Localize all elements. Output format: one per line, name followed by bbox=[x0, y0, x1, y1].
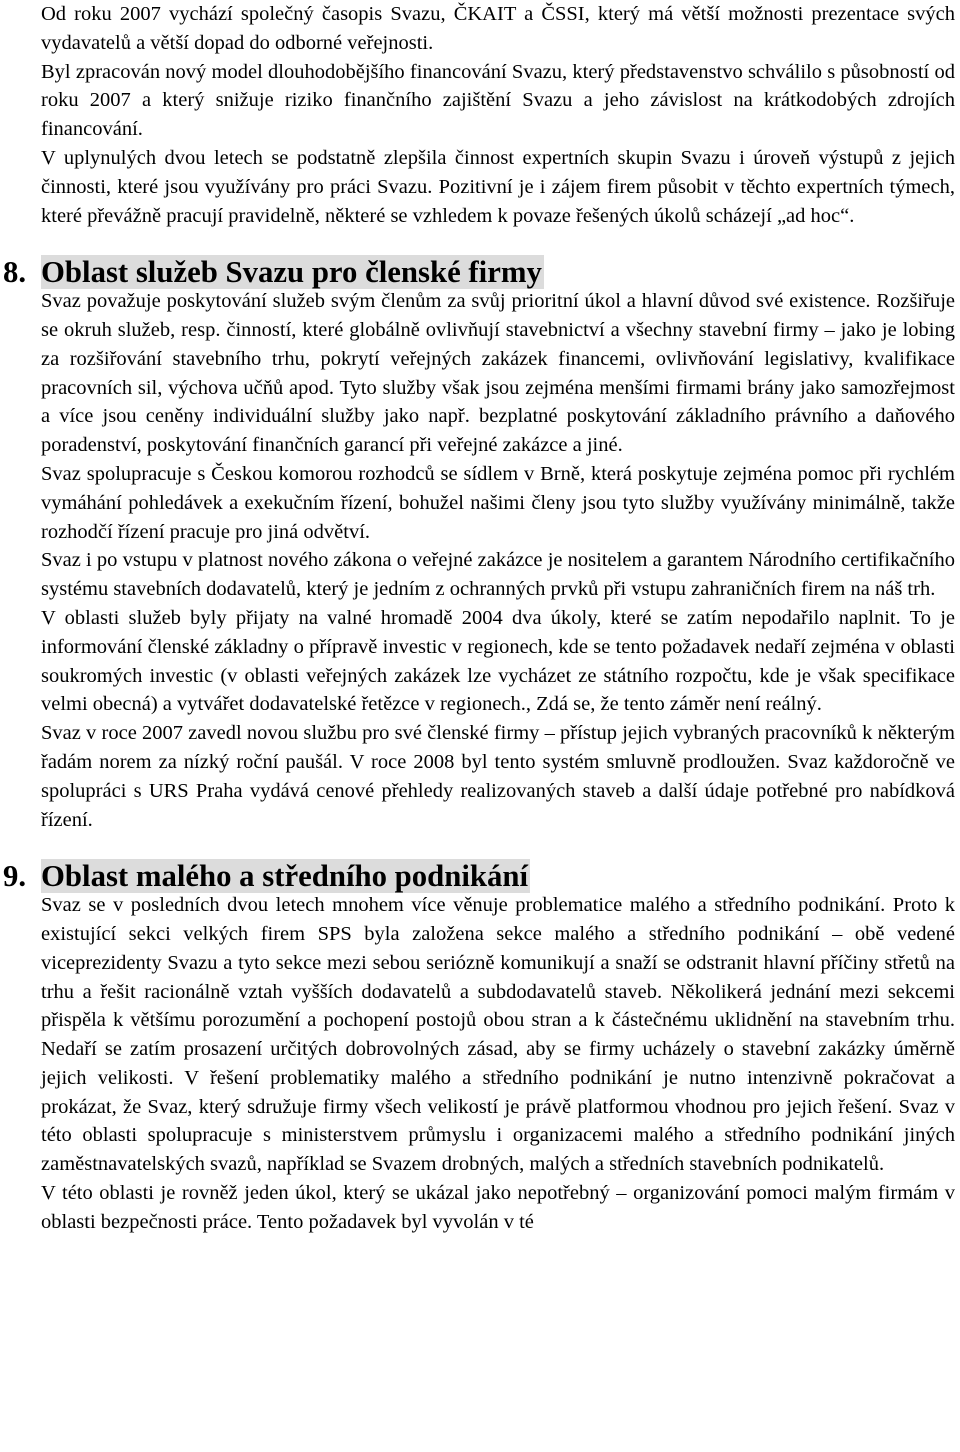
paragraph: V oblasti služeb byly přijaty na valné hromadě 2004 dva úkoly, které se zatím nepodařilo naplnit. To je informování členské základny o přípravě investic v regionech, kde se tento požadavek nedaří zejména v oblasti soukromých investic (v oblasti veřejných zakázek lze vycházet ze státního rozpočtu, kde je však specifikace velmi obecná) a vytvářet dodavatelské řetězce v regionech., Zdá se, že tento záměr není reálný. bbox=[41, 606, 955, 716]
section-8-heading bbox=[0, 255, 960, 290]
paragraph: Svaz i po vstupu v platnost nového zákona o veřejné zakázce je nositelem a garantem Národního certifikačního systému stavebních dodavatelů, který je jedním z ochranných prvků při vstupu zahraničních firem na náš trh. bbox=[41, 549, 955, 601]
section-9-heading bbox=[0, 859, 960, 894]
section-8-body bbox=[0, 287, 960, 834]
paragraph: Svaz považuje poskytování služeb svým členům za svůj prioritní úkol a hlavní důvod své existence. Rozšiřuje se okruh služeb, resp. činností, které globálně ovlivňují stavebnictví a všechny stavební firmy – jako je lobing za rozšiřování stavebního trhu, pokrytí veřejných zakázek financemi, ovlivňování legislativy, kvalifikace pracovních sil, výchova učňů apod. Tyto služby však jsou zejména menšími firmami brány jako samozřejmost a více jsou ceněny individuální služby jako např. bezplatné poskytování základního právního a daňového poradenství, poskytování finančních garancí při veřejné zakázce a jiné. bbox=[41, 290, 955, 457]
paragraph: Byl zpracován nový model dlouhodobějšího financování Svazu, který představenstvo schválilo s působností od roku 2007 a který snižuje riziko finančního zajištění Svazu a jeho závislost na krátkodobých zdrojích financování. bbox=[41, 60, 955, 141]
section-number: 8. bbox=[3, 255, 27, 290]
paragraph: Svaz se v posledních dvou letech mnohem více věnuje problematice malého a středního podnikání. Proto k existující sekci velkých firem SPS byla založena sekce malého a středního podnikání – obě vedené viceprezidenty Svazu a tyto sekce mezi sebou seriózně komunikují a snaží se odstranit hlavní příčiny střetů na trhu a řešit racionálně vztah vyšších dodavatelů a subdodavatelů staveb. Několikerá jednání mezi sekcemi přispěla k většímu porozumění a pochopení postojů obou stran a k částečnému uklidnění na stavebním trhu. Nedaří se zatím prosazení určitých dobrovolných zásad, aby se firmy ucházely o stavební zakázky úměrně jejich velikosti. V řešení problematiky malého a středního podnikání je nutno intenzivně pokračovat a prokázat, že Svaz, který sdružuje firmy všech velikostí je právě platformou vhodnou pro jejich řešení. Svaz v této oblasti spolupracuje s ministerstvem průmyslu i organizacemi malého a středního podnikání jiných zaměstnavatelských svazů, například se Svazem drobných, malých a středních stavebních podnikatelů. bbox=[41, 894, 955, 1176]
section-9-body bbox=[0, 891, 960, 1237]
paragraph: Svaz v roce 2007 zavedl novou službu pro své členské firmy – přístup jejich vybraných pracovníků k některým řadám norem za nízký roční paušál. V roce 2008 byl tento systém smluvně prodloužen. Svaz každoročně ve spolupráci s URS Praha vydává cenové přehledy realizovaných staveb a další údaje potřebné pro nabídková řízení. bbox=[41, 722, 955, 831]
intro-section bbox=[0, 0, 960, 230]
section-title: Oblast malého a středního podnikání bbox=[41, 859, 529, 894]
paragraph: Svaz spolupracuje s Českou komorou rozhodců se sídlem v Brně, která poskytuje zejména pomoc při rychlém vymáhání pohledávek a exekučním řízení, bohužel našimi členy jsou tyto služby využívány minimálně, takže rozhodčí řízení pracuje pro jiná odvětví. bbox=[41, 462, 955, 543]
section-spacer bbox=[0, 834, 960, 862]
paragraph: V této oblasti je rovněž jeden úkol, který se ukázal jako nepotřebný – organizování pomoci malým firmám v oblasti bezpečnosti práce. Tento požadavek byl vyvolán v té bbox=[41, 1182, 955, 1233]
paragraph: V uplynulých dvou letech se podstatně zlepšila činnost expertních skupin Svazu i úroveň výstupů z jejich činnosti, které jsou využívány pro práci Svazu. Pozitivní je i zájem firem působit v těchto expertních týmech, které převážně pracují pravidelně, některé se vzhledem k povaze řešených úkolů scházejí „ad hoc“. bbox=[41, 146, 955, 227]
section-number: 9. bbox=[3, 859, 27, 894]
section-spacer bbox=[0, 230, 960, 258]
paragraph: Od roku 2007 vychází společný časopis Svazu, ČKAIT a ČSSI, který má větší možnosti prezentace svých vydavatelů a větší dopad do odborné veřejnosti. bbox=[41, 3, 955, 54]
section-title: Oblast služeb Svazu pro členské firmy bbox=[41, 255, 542, 290]
